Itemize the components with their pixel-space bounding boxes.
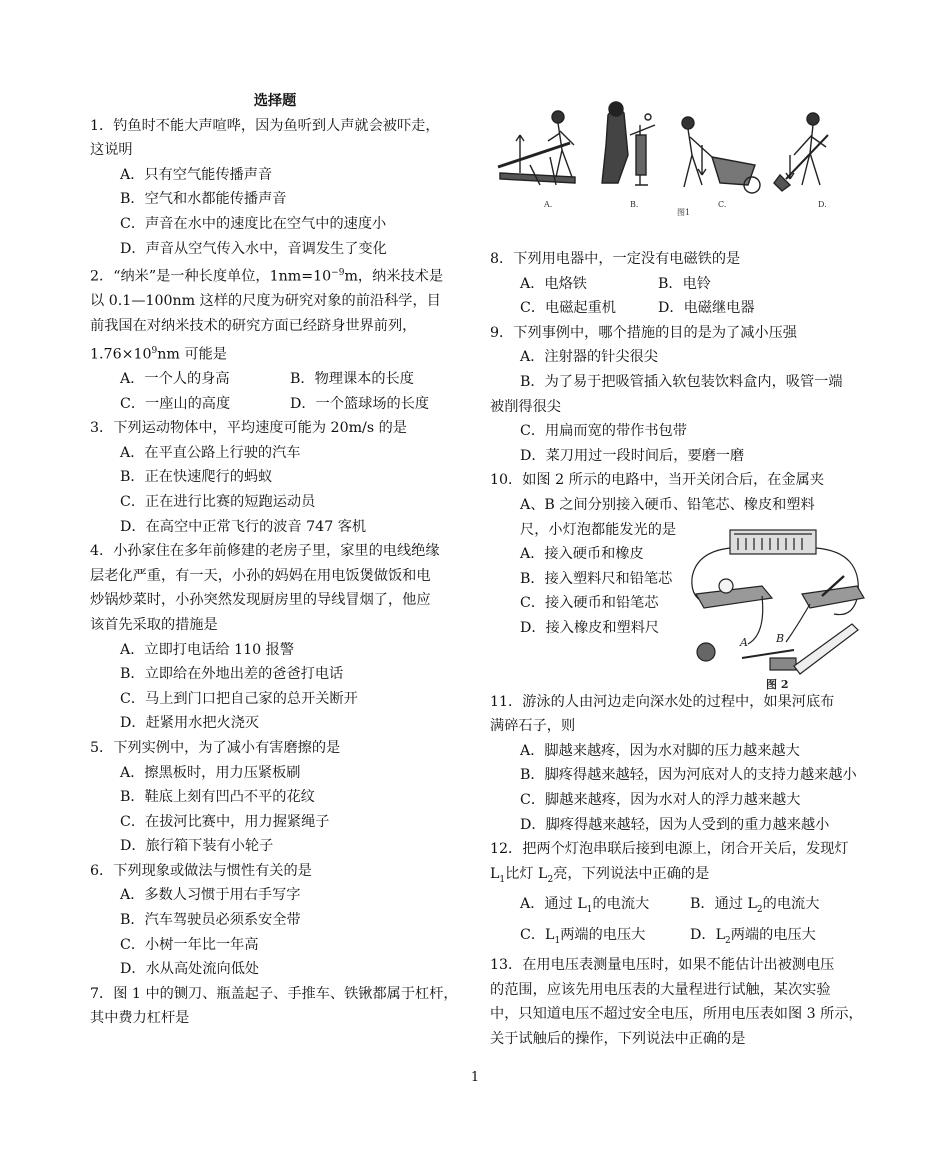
q8-option-d: D．电磁继电器 bbox=[658, 300, 755, 317]
q1-stem: 1．钓鱼时不能大声喧哗，因为鱼听到人声就会被吓走， bbox=[90, 117, 440, 134]
q3-option-d: D．在高空中正常飞行的波音 747 客机 bbox=[120, 518, 367, 535]
q2-option-b: B．物理课本的长度 bbox=[290, 371, 414, 387]
q8-options-row1 bbox=[490, 272, 870, 297]
q7-stem-line2: 其中费力杠杆是 bbox=[90, 1010, 190, 1027]
q2-option-c: C．一座山的高度 bbox=[120, 395, 231, 412]
q2-l1-sup: −9 bbox=[331, 268, 345, 279]
q12-option-c bbox=[490, 923, 690, 953]
q2-options-row2 bbox=[90, 392, 465, 417]
q6-option-b: B．汽车驾驶员必须系安全带 bbox=[120, 912, 301, 929]
fig2-caption: 图 2 bbox=[766, 678, 789, 691]
q10-stem-line3: 尺，小灯泡都能发光的是 bbox=[520, 521, 677, 538]
lever-a-drawing bbox=[498, 111, 575, 185]
q12-l2b: 比灯 L bbox=[505, 865, 548, 882]
eraser-icon bbox=[770, 658, 796, 670]
q12-stem-line2 bbox=[490, 862, 870, 892]
q9-stem: 9．下列事例中，哪个措施的目的是为了减小压强 bbox=[490, 324, 797, 341]
page-number: 1 bbox=[470, 1070, 480, 1085]
q2-options-row1 bbox=[90, 367, 465, 392]
q12-b-sub: 2 bbox=[756, 905, 763, 916]
q10-option-b: B．接入塑料尺和铅笔芯 bbox=[520, 570, 673, 587]
clip-a-label: A bbox=[740, 636, 748, 649]
q12-options-row1 bbox=[490, 892, 870, 922]
q2-stem-line2: 以 0.1—100nm 这样的尺度为研究对象的前沿科学，目 bbox=[90, 293, 441, 310]
q10-option-d: D．接入橡皮和塑料尺 bbox=[520, 619, 660, 636]
q11-stem-line2: 满碎石子，则 bbox=[490, 718, 576, 735]
q11-option-a: A．脚越来越疼，因为水对脚的压力越来越大 bbox=[520, 742, 800, 759]
q12-b-end: 的电流大 bbox=[762, 896, 820, 913]
q7-stem-line1: 7．图 1 中的铡刀、瓶盖起子、手推车、铁锹都属于杠杆， bbox=[90, 985, 458, 1002]
q12-a-text: A．通过 L bbox=[520, 896, 587, 913]
q11-stem-line1: 11．游泳的人由河边走向深水处的过程中，如果河底布 bbox=[490, 693, 835, 710]
q2-l4-end: nm 可能是 bbox=[157, 346, 227, 363]
q11-option-c: C．脚越来越疼，因为水对人的浮力越来越大 bbox=[520, 792, 801, 809]
q2-stem-line3: 前我国在对纳米技术的研究方面已经跻身世界前列， bbox=[90, 318, 417, 335]
fig1-label-c: C. bbox=[718, 200, 727, 209]
q12-options-row2 bbox=[490, 923, 870, 953]
ruler-icon bbox=[794, 624, 858, 674]
q12-l2-sub2: 2 bbox=[547, 874, 554, 885]
lever-b-drawing bbox=[602, 102, 655, 185]
q3-option-c: C．正在进行比赛的短跑运动员 bbox=[120, 493, 316, 510]
q8-option-a: A．电烙铁 bbox=[520, 275, 587, 292]
q4-option-d: D．赶紧用水把火浇灭 bbox=[120, 715, 260, 732]
q13-stem-line1: 13．在用电压表测量电压时，如果不能估计出被测电压 bbox=[490, 957, 835, 974]
q12-d-end: 两端的电压大 bbox=[730, 926, 816, 943]
q6-option-a: A．多数人习惯于用右手写字 bbox=[120, 887, 301, 904]
q12-l2-sub1: 1 bbox=[499, 874, 506, 885]
q12-l2c: 亮，下列说法中正确的是 bbox=[553, 865, 710, 882]
bulb-base bbox=[696, 586, 772, 608]
q12-option-b bbox=[690, 892, 819, 922]
pencil-lead-icon bbox=[742, 650, 794, 658]
left-column bbox=[90, 89, 465, 1031]
q12-d-sub: 2 bbox=[724, 935, 731, 946]
clip-b-label: B bbox=[776, 632, 785, 645]
fig1-label-a: A. bbox=[544, 200, 553, 209]
q2-l1-end: m，纳米技术是 bbox=[344, 268, 444, 285]
q10-stem-line1: 10．如图 2 所示的电路中，当开关闭合后，在金属夹 bbox=[490, 472, 825, 489]
fig1-label-b: B. bbox=[630, 200, 639, 209]
q3-stem: 3．下列运动物体中，平均速度可能为 20m/s 的是 bbox=[90, 420, 407, 437]
q3-option-a: A．在平直公路上行驶的汽车 bbox=[120, 444, 301, 461]
q5-stem: 5．下列实例中，为了减小有害磨擦的是 bbox=[90, 739, 341, 756]
q10-option-c: C．接入硬币和铅笔芯 bbox=[520, 595, 659, 612]
coin-icon bbox=[697, 643, 715, 661]
q12-stem-line1: 12．把两个灯泡串联后接到电源上，闭合开关后，发现灯 bbox=[490, 841, 849, 858]
q12-b-text: B．通过 L bbox=[690, 896, 757, 913]
q6-option-c: C．小树一年比一年高 bbox=[120, 936, 259, 953]
q4-stem-line2: 层老化严重，有一天，小孙的妈妈在用电饭煲做饭和电 bbox=[90, 567, 431, 584]
q8-stem: 8．下列用电器中，一定没有电磁铁的是 bbox=[490, 251, 741, 267]
q13-stem-line2: 的范围，应该先用电压表的大量程进行试触，某次实验 bbox=[490, 981, 831, 998]
lever-d-drawing bbox=[774, 113, 828, 191]
q2-l4-sup: 9 bbox=[151, 345, 158, 356]
q12-option-d bbox=[690, 923, 816, 953]
q13-stem-line3: 中，只知道电压不超过安全电压，所用电压表如图 3 所示， bbox=[490, 1006, 863, 1023]
q12-l2a: L bbox=[490, 865, 500, 882]
q4-stem-line4: 该首先采取的措施是 bbox=[90, 616, 218, 633]
fig1-caption: 图1 bbox=[677, 208, 691, 217]
q5-option-b: B．鞋底上刻有凹凸不平的花纹 bbox=[120, 789, 315, 806]
q5-option-a: A．擦黑板时，用力压紧板刷 bbox=[120, 764, 301, 781]
fig1-label-d: D. bbox=[818, 200, 827, 209]
q12-c-text: C．L bbox=[520, 926, 555, 943]
q1-stem-cont: 这说明 bbox=[90, 142, 133, 159]
q12-a-sub: 1 bbox=[586, 905, 593, 916]
q12-d-text: D．L bbox=[690, 926, 725, 943]
q2-l1-text: 2．“纳米”是一种长度单位，1nm=10 bbox=[90, 268, 332, 285]
figure-2-circuit bbox=[682, 524, 874, 692]
q13-stem-line4: 关于试触后的操作，下列说法中正确的是 bbox=[490, 1030, 746, 1047]
q9-option-b: B．为了易于把吸管插入软包装饮料盒内，吸管一端 bbox=[520, 373, 843, 390]
q4-stem-line3: 炒锅炒菜时，小孙突然发现厨房里的导线冒烟了，他应 bbox=[90, 592, 431, 609]
q1-option-a: A．只有空气能传播声音 bbox=[120, 166, 273, 183]
q9-option-d: D．菜刀用过一段时间后，要磨一磨 bbox=[520, 447, 745, 464]
q8-option-c: C．电磁起重机 bbox=[520, 300, 616, 317]
q4-option-c: C．马上到门口把自己家的总开关断开 bbox=[120, 690, 358, 707]
q1-option-b: B．空气和水都能传播声音 bbox=[120, 191, 287, 208]
q9-option-a: A．注射器的针尖很尖 bbox=[520, 349, 658, 366]
q11-option-d: D．脚疼得越来越轻，因为人受到的重力越来越小 bbox=[520, 816, 830, 833]
q2-stem-line1 bbox=[90, 261, 465, 289]
q5-option-d: D．旅行箱下装有小轮子 bbox=[120, 838, 274, 855]
q2-stem-line4 bbox=[90, 339, 465, 367]
figure-1-levers bbox=[490, 95, 860, 220]
lever-c-drawing bbox=[682, 117, 760, 193]
q12-c-sub: 1 bbox=[554, 935, 561, 946]
q4-stem-line1: 4．小孙家住在多年前修建的老房子里，家里的电线绝缘 bbox=[90, 543, 440, 560]
q9-option-b-cont: 被削得很尖 bbox=[490, 398, 561, 415]
q4-option-a: A．立即打电话给 110 报警 bbox=[120, 641, 295, 658]
q3-option-b: B．正在快速爬行的蚂蚁 bbox=[120, 469, 273, 486]
q12-option-a bbox=[490, 892, 690, 922]
section-title: 选择题 bbox=[253, 93, 297, 109]
q6-stem: 6．下列现象或做法与惯性有关的是 bbox=[90, 862, 312, 879]
q12-c-end: 两端的电压大 bbox=[560, 926, 646, 943]
q4-option-b: B．立即给在外地出差的爸爸打电话 bbox=[120, 666, 344, 683]
bulb-icon bbox=[719, 579, 733, 593]
q8-option-b: B．电铃 bbox=[658, 275, 711, 292]
q2-option-d: D．一个篮球场的长度 bbox=[290, 395, 430, 412]
q11-option-b: B．脚疼得越来越轻，因为河底对人的支持力越来越小 bbox=[520, 767, 857, 784]
q2-l4-text: 1.76×10 bbox=[90, 346, 152, 363]
q5-option-c: C．在拔河比赛中，用力握紧绳子 bbox=[120, 813, 330, 830]
wire-clip-a bbox=[748, 596, 763, 644]
q12-a-end: 的电流大 bbox=[592, 896, 650, 913]
q1-option-d: D．声音从空气传入水中，音调发生了变化 bbox=[120, 240, 387, 257]
q2-option-a: A．一个人的身高 bbox=[120, 371, 230, 387]
q8-options-row2 bbox=[490, 296, 870, 321]
q1-option-c: C．声音在水中的速度比在空气中的速度小 bbox=[120, 215, 387, 232]
q10-option-a: A．接入硬币和橡皮 bbox=[520, 546, 644, 563]
q6-option-d: D．水从高处流向低处 bbox=[120, 961, 260, 978]
wire-clip-b bbox=[786, 604, 810, 642]
q9-option-c: C．用扁而宽的带作书包带 bbox=[520, 423, 687, 440]
q10-stem-line2: A、B 之间分别接入硬币、铅笔芯、橡皮和塑料 bbox=[520, 496, 815, 513]
